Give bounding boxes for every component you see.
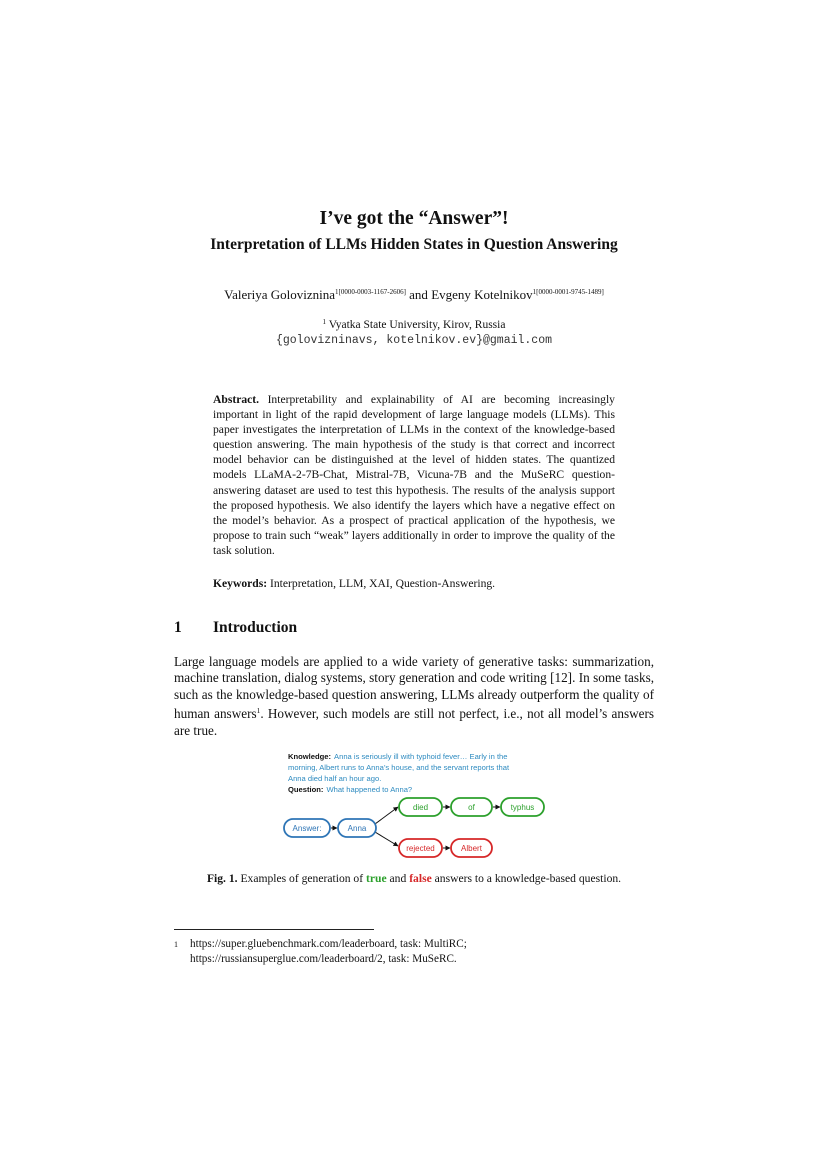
svg-text:rejected: rejected	[406, 844, 435, 853]
node-of	[451, 798, 492, 816]
knowledge-text: Anna is seriously ill with typhoid fever… Early in the	[334, 752, 508, 761]
abstract-label: Abstract.	[213, 393, 260, 406]
paper-title: I’ve got the “Answer”!	[319, 208, 509, 229]
caption-label: Fig. 1.	[206, 872, 238, 885]
node-typhus	[501, 798, 544, 816]
knowledge-text: morning, Albert runs to Anna’s house, and the servant reports that	[288, 763, 510, 772]
node-rejected	[399, 839, 442, 857]
keywords-text: Interpretation, LLM, XAI, Question-Answering.	[270, 577, 496, 590]
node-answer	[284, 819, 330, 837]
keywords-label: Keywords:	[213, 577, 268, 590]
svg-text:typhus: typhus	[510, 803, 535, 812]
generation-diagram	[280, 748, 550, 863]
node-anna	[338, 819, 376, 837]
question-label: Question:	[288, 785, 324, 794]
intro-text-continued: . However, such models are still not perfect, i.e., not all model’s answers are true.	[174, 706, 655, 738]
knowledge-label: Knowledge:	[288, 752, 332, 761]
orcid-id: 1[0000-0001-9745-1489]	[532, 288, 604, 296]
abstract-text: Interpretability and explainability of AI are becoming increasingly important in light of the rapid development of large language models (LLMs). This paper investigates the interpretation of LLMs in the context of the knowledge-based question answering. The main hypothesis of the study is that correct and incorrect model behavior can be distinguished at the level of hidden states. The quantized models LLaMA-2-7B-Chat, Mistral-7B, Vicuna-7B and the MuSeRC question-answering dataset are used to test this hypothesis. The results of the analysis support the proposed hypothesis. We also identify the layers which have a negative effect on the model’s behavior. As a prospect of practical application of the hypothesis, we propose to train such “weak” layers additionally in order to improve the quality of the task solution.	[213, 393, 615, 557]
caption-and: and	[389, 872, 407, 885]
knowledge-text: Anna died half an hour ago.	[288, 774, 382, 783]
figure-1	[280, 748, 550, 863]
author-conjunction: and	[409, 287, 428, 302]
question-text: What happened to Anna?	[326, 785, 413, 794]
section-title: Introduction	[213, 619, 298, 636]
arrow	[375, 832, 398, 846]
svg-text:of: of	[468, 803, 475, 812]
caption-false-word: false	[409, 872, 432, 885]
figure-caption	[0, 872, 828, 885]
author-list	[0, 287, 828, 303]
svg-text:Answer:: Answer:	[292, 824, 322, 833]
affiliation-text: Vyatka State University, Kirov, Russia	[328, 319, 506, 331]
footnote-mark: 1	[174, 940, 178, 949]
footnote-link[interactable]: https://super.gluebenchmark.com/leaderboard, task: MultiRC;	[190, 938, 467, 950]
footnote-link[interactable]: https://russiansuperglue.com/leaderboard/2, task: MuSeRC.	[190, 953, 457, 965]
footnote	[174, 937, 467, 967]
node-died	[399, 798, 442, 816]
orcid-id: 1[0000-0003-1167-2606]	[335, 288, 406, 296]
caption-true-word: true	[366, 872, 387, 885]
footnote-ref[interactable]: 1	[256, 706, 261, 716]
question-line	[288, 785, 412, 794]
affiliation	[0, 318, 828, 331]
caption-text-continued: answers to a knowledge-based question.	[434, 872, 622, 885]
author-name: Evgeny Kotelnikov	[431, 287, 533, 302]
abstract	[213, 392, 615, 558]
author-email: {golovizninavs, kotelnikov.ev}@gmail.com	[275, 334, 553, 347]
affiliation-mark: 1	[322, 318, 327, 326]
intro-paragraph	[174, 654, 654, 739]
knowledge-line	[288, 752, 508, 761]
author-name: Valeriya Goloviznina	[224, 287, 335, 302]
arrow	[375, 807, 398, 824]
svg-text:died: died	[412, 803, 429, 812]
paper-subtitle: Interpretation of LLMs Hidden States in Question Answering	[210, 236, 618, 253]
footnote-divider	[174, 929, 374, 930]
keywords	[213, 577, 495, 590]
section-number: 1	[174, 619, 182, 636]
intro-text: Large language models are applied to a wide variety of generative tasks: summarization, machine translation, dialog systems, story generation and code writing [12]. In some tasks, such as the knowledge-based question answering, LLMs already outperform the quality of human answers	[174, 654, 654, 722]
node-albert	[451, 839, 492, 857]
caption-text: Examples of generation of	[240, 872, 364, 885]
section-heading	[174, 619, 297, 637]
svg-text:Albert: Albert	[461, 844, 482, 853]
svg-text:Anna: Anna	[347, 824, 367, 833]
